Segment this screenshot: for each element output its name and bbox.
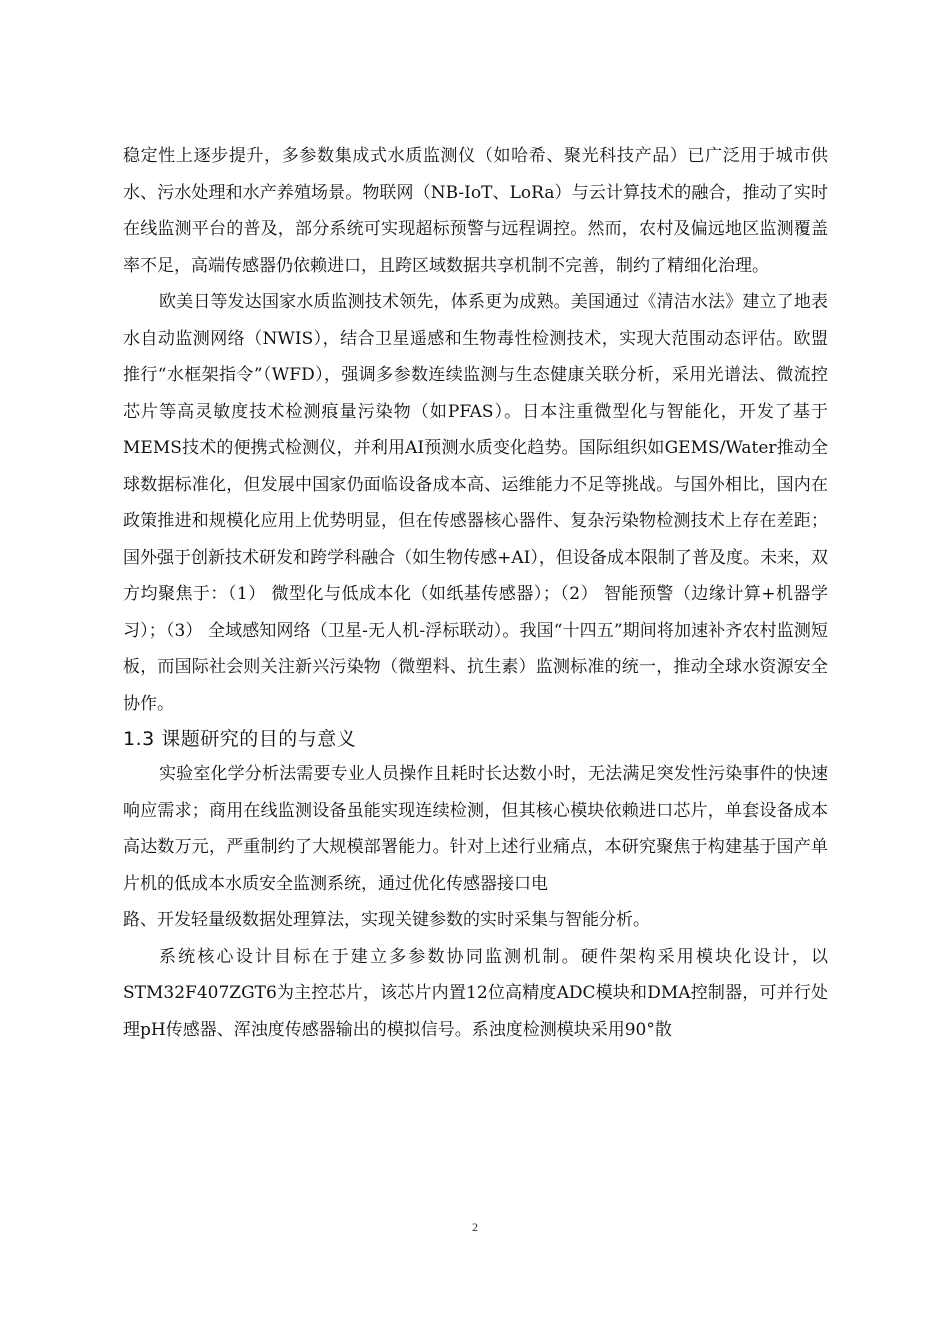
paragraph-continuation (123, 902, 828, 939)
section-heading: 1.3 课题研究的目的与意义 (123, 728, 357, 750)
section-1-2-body (123, 138, 828, 722)
paragraph (123, 756, 828, 902)
section-1-3-body (123, 756, 828, 1048)
paragraph: 欧美日等发达国家水质监测技术领先，体系更为成熟。美国通过《清洁水法》建立了地表水自动监测网络（NWIS），结合卫星遥感和生物毒性检测技术，实现大范围动态评估。欧盟推行“水框架指令”（WFD），强调多参数连续监测与生态健康关联分析，采用光谱法、微流控芯片等高灵敏度技术检测痕量污染物（如PFAS）。日本注重微型化与智能化，开发了基于MEMS技术的便携式检测仪，并利用AI预测水质变化趋势。国际组织如GEMS/Water推动全球数据标准化，但发展中国家仍面临设备成本高、运维能力不足等挑战。与国外相比，国内在政策推进和规模化应用上优势明显，但在传感器核心器件、复杂污染物检测技术上存在差距；国外强于创新技术研发和跨学科融合（如生物传感+AI），但设备成本限制了普及度。未来，双方均聚焦于：（1） 微型化与低成本化（如纸基传感器）；（2） 智能预警（边缘计算+机器学习）；（3） 全域感知网络（卫星-无人机-浮标联动）。我国“十四五”期间将加速补齐农村监测短板，而国际社会则关注新兴污染物（微塑料、抗生素）监测标准的统一，推动全球水资源安全协作。 (123, 292, 828, 714)
page-number: 2 (472, 1220, 478, 1234)
paragraph: 稳定性上逐步提升，多参数集成式水质监测仪（如哈希、聚光科技产品）已广泛用于城市供水、污水处理和水产养殖场景。物联网（NB-IoT、LoRa）与云计算技术的融合，推动了实时在线监测平台的普及，部分系统可实现超标预警与远程调控。然而，农村及偏远地区监测覆盖率不足，高端传感器仍依赖进口，且跨区域数据共享机制不完善，制约了精细化治理。 (123, 146, 828, 276)
page-body (123, 138, 828, 1048)
paragraph-line: 实验室化学分析法需要专业人员操作且耗时长达数小时，无法满足突发性污染事件的快速响应需求；商用在线监测设备虽能实现连续检测，但其核心模块依赖进口芯片，单套设备成本高达数万元，严重制约了大规模部署能力。针对上述行业痛点，本研究聚焦于构建基于国产单片机的低成本水质安全监测系统，通过优化传感器接口电 (123, 764, 828, 894)
paragraph-line: 路、开发轻量级数据处理算法，实现关键参数的实时采集与智能分析。 (123, 910, 650, 930)
paragraph: 系统核心设计目标在于建立多参数协同监测机制。硬件架构采用模块化设计，以STM32F407ZGT6为主控芯片，该芯片内置12位高精度ADC模块和DMA控制器，可并行处理pH传感器、浑浊度传感器输出的模拟信号。系浊度检测模块采用90°散 (123, 946, 828, 1040)
